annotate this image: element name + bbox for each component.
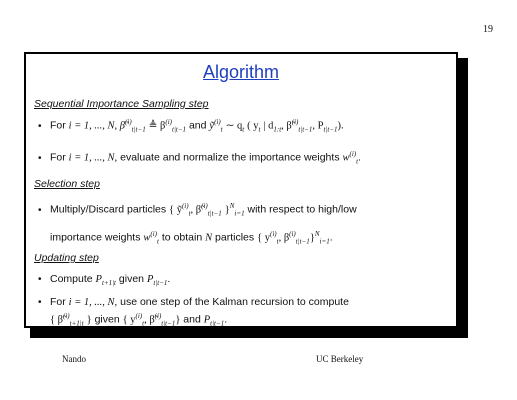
bullet-selection-1: • Multiply/Discard particles { ỹ$^{(i)}_t$, β̃$^{(i)}_{t|t-1}$ }$^N_{i=1}$ with respect to high/low [38,202,357,218]
bullet-sis-2: • For i = 1, ..., N, evaluate and normalize the importance weights $w^{(i)}_t$. [38,150,361,166]
section-heading-selection: Selection step [34,178,100,190]
bullet-updating-2: • For i = 1, ..., N, use one step of the Kalman recursion to compute [38,296,349,308]
section-heading-updating: Updating step [34,252,99,264]
bullet-updating-2-cont: { β̃$^{(i)}_{t+1|t}$ } given { $y^{(i)}_t$, β̃$^{(i)}_{t|t-1}$} and $P_{t|t-1}$. [50,312,228,328]
footer-author: Nando [62,354,86,364]
section-heading-sis: Sequential Importance Sampling step [34,98,209,110]
bullet-sis-1: • For i = 1, ..., N, β̃$^{(i)}_{t|t-1}$ ≜ $\beta^{(i)}_{t|t-1}$ and ỹ$^{(i)}_t$ ∼ $q_t$ ( $y_t$ | $d_{1:t}$, β̃$^{(i)}_{t|t-1}$, $P_{t|t-1}$). [38,118,344,134]
bullet-selection-1-cont: importance weights $w^{(i)}_t$ to obtain N particles { $y^{(i)}_t$, $\beta^{(i)}_{t|t-1}\}^N_{i=1}$. [50,230,333,246]
footer-institution: UC Berkeley [316,354,364,364]
slide-frame [24,52,458,328]
bullet-updating-1: • Compute $P_{t+1|t}$ given $P_{t|t-1}$. [38,273,171,288]
page-number: 19 [483,24,493,35]
slide-title: Algorithm [202,62,280,82]
